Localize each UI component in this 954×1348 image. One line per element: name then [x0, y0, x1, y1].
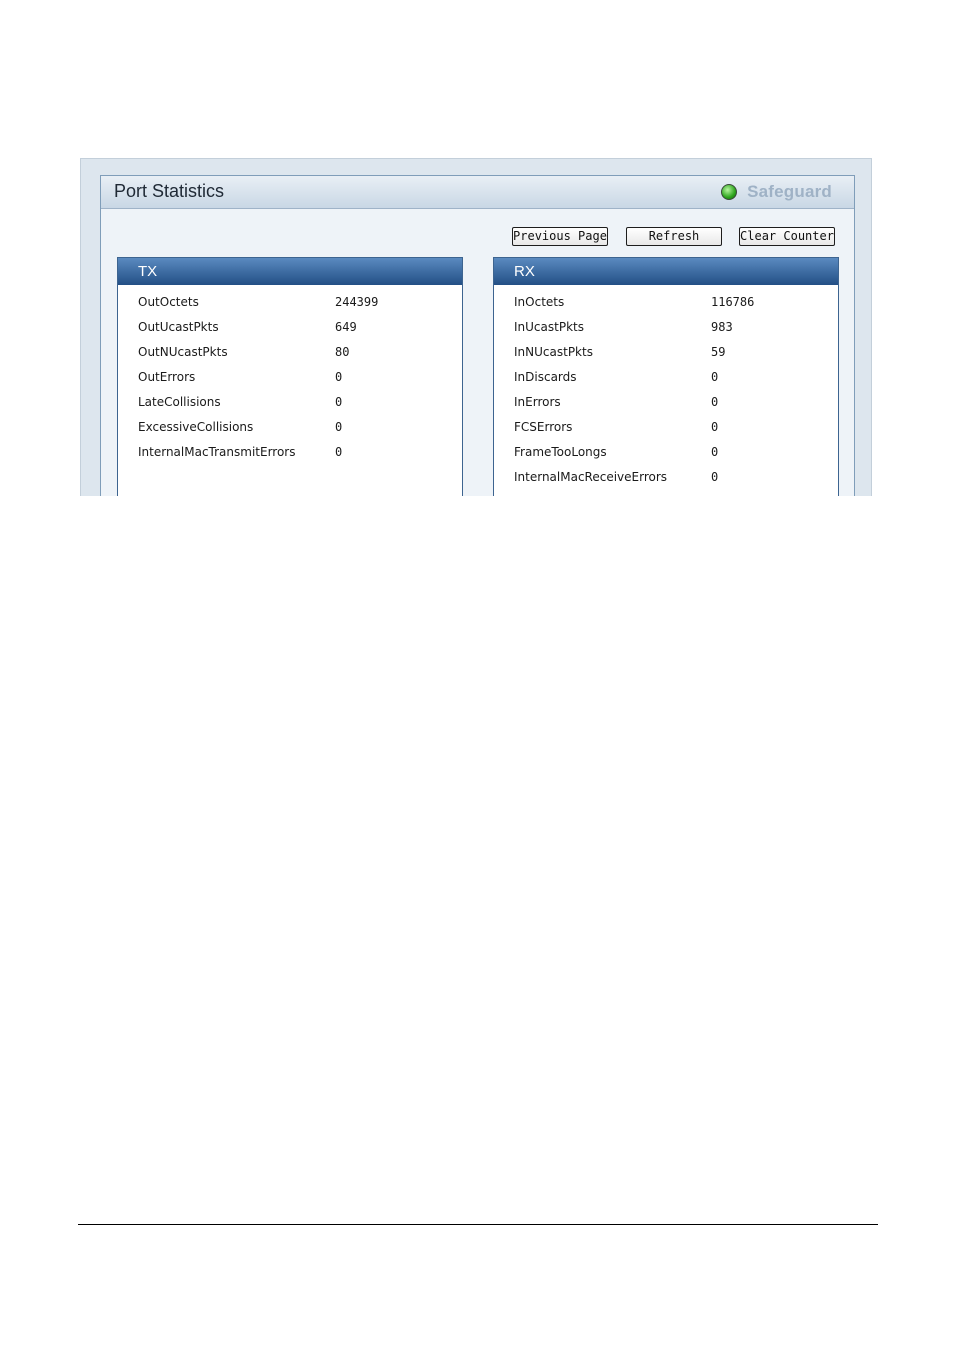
table-row	[118, 441, 462, 466]
refresh-button[interactable]: Refresh	[626, 227, 722, 246]
stat-value: 0	[711, 395, 719, 409]
port-statistics-panel	[100, 175, 855, 496]
stat-name: OutNUcastPkts	[138, 345, 228, 359]
table-row	[118, 291, 462, 316]
stat-value: 0	[335, 420, 343, 434]
stat-value: 0	[711, 470, 719, 484]
previous-page-button[interactable]: Previous Page	[512, 227, 608, 246]
stat-value: 0	[711, 445, 719, 459]
stat-name: OutUcastPkts	[138, 320, 219, 334]
stat-name: ExcessiveCollisions	[138, 420, 254, 434]
table-row	[494, 291, 838, 316]
stat-name: FrameTooLongs	[514, 445, 607, 459]
table-row	[118, 391, 462, 416]
tx-table-header: TX	[118, 258, 462, 285]
panel-header	[101, 176, 854, 209]
stat-name: InUcastPkts	[514, 320, 584, 334]
stat-name: InErrors	[514, 395, 561, 409]
stat-name: InternalMacTransmitErrors	[138, 445, 296, 459]
stat-name: InDiscards	[514, 370, 577, 384]
safeguard-indicator	[721, 182, 832, 202]
table-row	[494, 416, 838, 441]
stat-value: 0	[335, 445, 343, 459]
stat-value: 0	[335, 395, 343, 409]
screenshot-frame	[80, 158, 872, 496]
stat-value: 59	[711, 345, 726, 359]
stat-value: 983	[711, 320, 733, 334]
table-row	[494, 441, 838, 466]
stat-name: InternalMacReceiveErrors	[514, 470, 668, 484]
rx-table-header: RX	[494, 258, 838, 285]
table-row	[494, 341, 838, 366]
stat-name: LateCollisions	[138, 395, 221, 409]
safeguard-label: Safeguard	[747, 182, 832, 201]
stat-value: 0	[335, 370, 343, 384]
footer-divider	[78, 1224, 878, 1225]
table-row	[494, 316, 838, 341]
table-row	[494, 466, 838, 491]
stat-name: InOctets	[514, 295, 565, 309]
stat-value: 116786	[711, 295, 755, 309]
tx-table	[117, 257, 463, 496]
clear-counter-button[interactable]: Clear Counter	[739, 227, 835, 246]
stat-name: InNUcastPkts	[514, 345, 593, 359]
stat-name: OutOctets	[138, 295, 199, 309]
stat-value: 0	[711, 370, 719, 384]
stat-name: OutErrors	[138, 370, 196, 384]
table-row	[118, 366, 462, 391]
page-title: Port Statistics	[114, 181, 225, 201]
rx-table	[493, 257, 839, 496]
stat-value: 244399	[335, 295, 379, 309]
stat-name: FCSErrors	[514, 420, 573, 434]
status-led-icon	[721, 184, 737, 200]
stat-value: 80	[335, 345, 350, 359]
stat-value: 0	[711, 420, 719, 434]
table-row	[118, 341, 462, 366]
stat-value: 649	[335, 320, 357, 334]
table-row	[494, 391, 838, 416]
table-row	[118, 316, 462, 341]
table-row	[118, 416, 462, 441]
table-row	[494, 366, 838, 391]
